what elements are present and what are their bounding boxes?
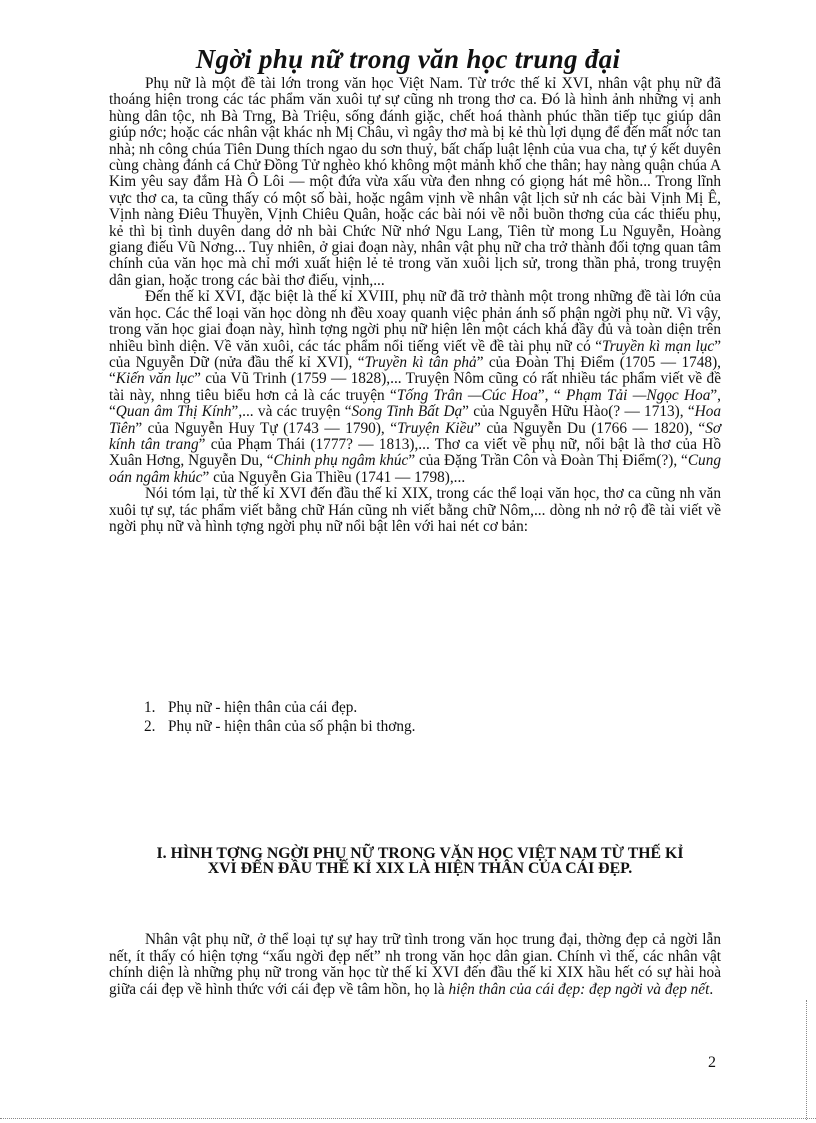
text-run: ” của Đoàn Thị Điểm (1705 — 1748), “ (109, 353, 721, 388)
italic-title: Truyền kì tân phả (364, 353, 477, 371)
text-run: ” của Nguyễn Gia Thiều (1741 — 1798),... (202, 468, 466, 486)
text-run: ” của Phạm Thái (1777? — 1813),... Thơ ca viết về phụ nữ, nổi bật là thơ của Hồ Xuân Hơng, Nguyễn Du, “ (109, 435, 721, 470)
margin-rule-bottom (0, 1118, 816, 1120)
text-run: . (709, 980, 714, 998)
italic-title: Sơ kính tân trang (109, 419, 721, 453)
text-run: Phụ nữ là một đề tài lớn trong văn học Việt Nam. Từ trớc thế kỉ XVI, nhân vật phụ nữ đã thoáng hiện trong các tác phẩm văn xuôi tự sự cũng nh trong thơ ca. Đó là hình ảnh những vị anh hùng dân tộc, nh Bà Trng, Bà Triệu, sống đánh giặc, chết hoá thành phúc thần tiếp tục giúp dân giúp nớc; hoặc các nhân vật khác nh Mị Châu, vì ngây thơ mà bị kẻ thù lợi dụng để đến mất nớc tan nhà; nh công chúa Tiên Dung thích ngao du sơn thuỷ, bất chấp luật lệnh của vua cha, tự ý kết duyên cùng chàng đánh cá Chử Đồng Tử nghèo khó không một mảnh khố che thân; hay nàng quận chúa A Kim yêu say đắm Hà Ô Lôi — một đứa vừa xấu vừa đen nhng có giọng hát mê hồn... Trong lĩnh vực thơ ca, ta cũng thấy có một số bài, hoặc ngâm vịnh về nhân vật lịch sử nh các bài Vịnh Mị Ê, Vịnh nàng Điêu Thuyền, Vịnh Chiêu Quân, hoặc các bài nói về nỗi buồn thơng của các thiếu phụ, kẻ thì bị tình duyên dang dở nh bài Chức Nữ nhớ Ngu Lang, Tiên từ mong Lu Nguyễn, Hoàng giang điếu Vũ Nơng... Tuy nhiên, ở giai đoạn này, nhân vật phụ nữ cha trở thành đối tợng quan tâm chính của văn học mà chỉ mới xuất hiện lẻ tẻ trong văn xuôi lịch sử, trong thần phả, trong truyện dân gian, hoặc trong các bài thơ điếu, vịnh,... (109, 75, 721, 289)
text-run: ”, “ (537, 386, 566, 404)
text-run: ” của Nguyễn Huy Tự (1743 — 1790), “ (135, 419, 398, 437)
italic-title: Hoa Tiên (109, 403, 722, 437)
italic-title: Phạm Tải —Ngọc Hoa (565, 386, 711, 404)
text-run: ”, “ (109, 386, 721, 421)
text-run: ” của Nguyễn Du (1766 — 1820), “ (474, 419, 706, 437)
list-number: 2. (144, 718, 156, 735)
italic-title: Truyền kì mạn lục (602, 337, 715, 355)
body-paragraph (109, 76, 721, 289)
list-text: Phụ nữ - hiện thân của số phận bi thơng. (168, 718, 416, 735)
list-item (144, 698, 704, 717)
italic-title: Tống Trân —Cúc Hoa (396, 386, 538, 404)
italic-title: Cung oán ngâm khúc (109, 452, 721, 486)
text-run: ” của Đặng Trần Côn và Đoàn Thị Điểm(?), “ (408, 452, 688, 470)
italic-title: Quan âm Thị Kính (115, 403, 232, 421)
section-text (109, 932, 721, 998)
italic-title: hiện thân của cái đẹp: đẹp ngời và đẹp nết (448, 980, 710, 998)
section-heading: I. HÌNH TỢNG NGỜI PHỤ NỮ TRONG VĂN HỌC VIỆT NAM TỪ THẾ KỈ XVI ĐẾN ĐẦU THẾ KỈ XIX LÀ HIỆN THÂN CỦA CÁI ĐẸP. (156, 845, 684, 877)
section-paragraph (109, 932, 721, 998)
italic-title: Kiến văn lục (115, 370, 195, 388)
list-item (144, 717, 704, 736)
summary-list (144, 698, 704, 736)
margin-rule-right (806, 1000, 808, 1120)
list-text: Phụ nữ - hiện thân của cái đẹp. (168, 699, 358, 716)
list-number: 1. (144, 699, 156, 716)
text-run: Đến thế kỉ XVI, đặc biệt là thế kỉ XVIII, phụ nữ đã trở thành một trong những đề tài lớn của văn học. Các thể loại văn học dòng nh đều xoay quanh việc phản ánh số phận ngời phụ nữ. Vì vậy, trong văn học giai đoạn này, hình tợng ngời phụ nữ hiện lên một cách khá đầy đủ và toàn diện trên nhiều bình diện. Về văn xuôi, các tác phẩm nổi tiếng viết về đề tài phụ nữ có “ (109, 288, 721, 355)
italic-title: Truyện Kiều (397, 419, 474, 437)
text-run: Nhân vật phụ nữ, ở thể loại tự sự hay trữ tình trong văn học trung đại, thờng đẹp cả ngời lẫn nết, ít thấy có hiện tợng “xấu ngời đẹp nết” nh trong văn học dân gian. Chính vì thế, các nhân vật chính diện là những phụ nữ trong văn học từ thế kỉ XVI đến đầu thế kỉ XIX hầu hết có sự hài hoà giữa cái đẹp về hình thức với cái đẹp về tâm hồn, họ là (109, 931, 721, 998)
text-run: ” của Vũ Trinh (1759 — 1828),... Truyện Nôm cũng có rất nhiều tác phẩm viết về đề tài này, nhng tiêu biểu hơn cả là các truyện “ (109, 370, 721, 404)
text-run: ” của Nguyễn Hữu Hào(? — 1713), “ (462, 403, 695, 421)
body-paragraph (109, 289, 721, 486)
italic-title: Song Tinh Bất Dạ (351, 403, 463, 421)
body-paragraph (109, 486, 721, 535)
document-title: Ngời phụ nữ trong văn học trung đại (195, 44, 621, 74)
page-number: 2 (708, 1054, 716, 1071)
text-run: ” của Nguyễn Dữ (nửa đầu thế kỉ XVI), “ (109, 337, 721, 371)
text-run: Nói tóm lại, từ thế kỉ XVI đến đầu thế kỉ XIX, trong các thể loại văn học, thơ ca cũng nh văn xuôi tự sự, tác phẩm viết bằng chữ Hán cũng nh viết bằng chữ Nôm,... dòng nh nở rộ đề tài viết về ngời phụ nữ và hình tợng ngời phụ nữ nổi bật lên với hai nét cơ bản: (109, 485, 721, 535)
italic-title: Chinh phụ ngâm khúc (273, 452, 409, 470)
intro-text (109, 76, 721, 535)
text-run: ”,... và các truyện “ (231, 403, 352, 421)
